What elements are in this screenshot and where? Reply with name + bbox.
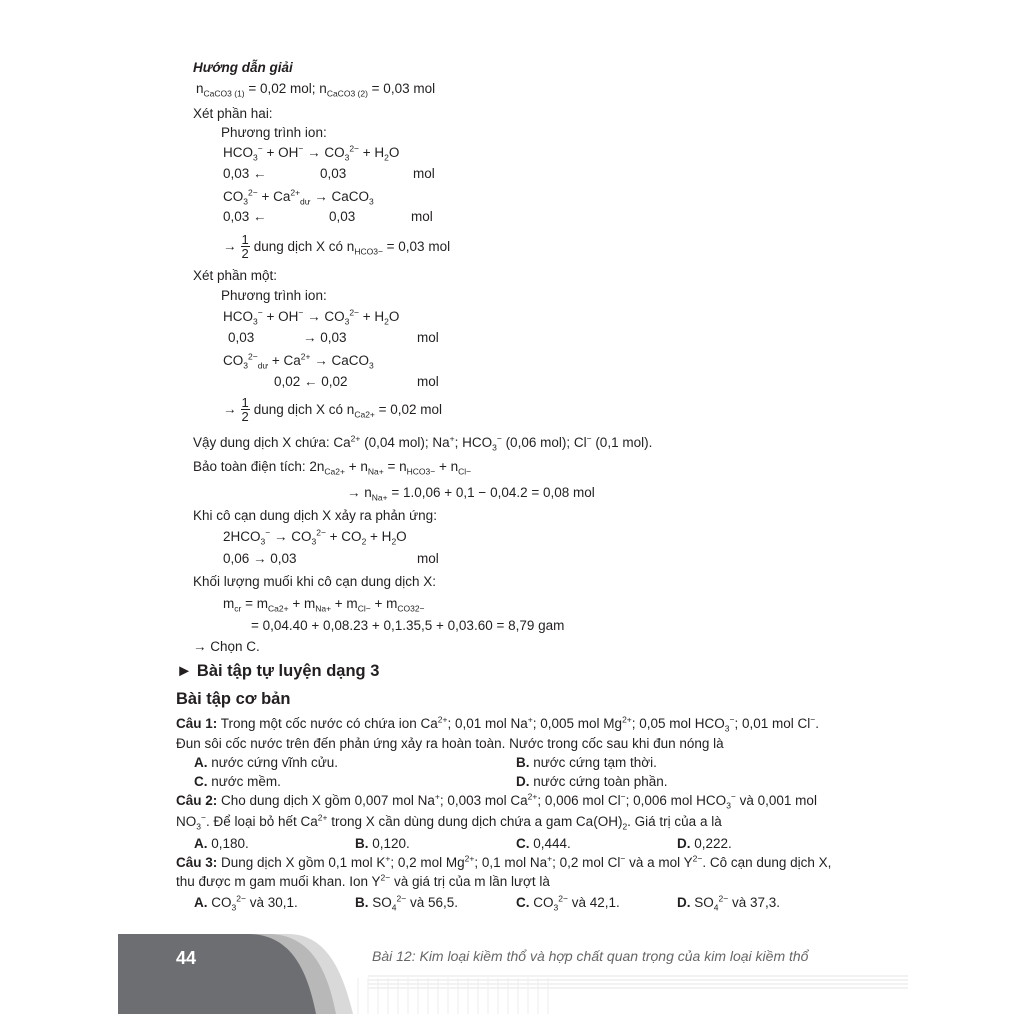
question-2-line-1: Câu 2: Cho dung dịch X gồm 0,007 mol Na+; 0,003 mol $Ca^{2+}$; 0,006 mol Cl−; 0,006 mol $HCO_3^-$ và 0,001 mol: [176, 791, 817, 811]
salt-mass-result: = 0,04.40 + 0,08.23 + 0,1.35,5 + 0,03.60 = 8,79 gam: [251, 618, 565, 633]
part-one-label: Xét phần một:: [193, 268, 278, 283]
question-1-option-a: A. nước cứng vĩnh cửu.: [194, 755, 339, 770]
question-1-option-d: D. nước cứng toàn phần.: [516, 774, 668, 789]
half-solution-line-2: → $\frac{1}{2}$ dung dịch X có $n_{Ca2+} = 0,02$ mol: [223, 395, 443, 424]
ratio-row-2b: 0,03: [329, 209, 356, 224]
question-1-line-2: Đun sôi cốc nước trên đến phản ứng xảy ra hoàn toàn. Nước trong cốc sau khi đun nóng là: [176, 736, 724, 751]
question-1-option-b: B. nước cứng tạm thời.: [516, 755, 657, 770]
charge-balance-line: Bảo toàn điện tích: $2n_{Ca2+} + n_{Na+} = n_{HCO3-} + n_{Cl-}$: [193, 459, 472, 477]
ratio-row-3b: → 0,03: [303, 330, 347, 345]
moles-caco3-line: $n_{CaCO3 (1)} = 0,02$ mol; $n_{CaCO3 (2)} = 0,03$ mol: [196, 81, 436, 99]
equation-1: $HCO_3^- + OH^- \to CO_3^{2-} + H_2O$: [223, 143, 400, 163]
boil-reaction-label: Khi cô cạn dung dịch X xảy ra phản ứng:: [193, 508, 437, 523]
section-title: ► Bài tập tự luyện dạng 3: [176, 662, 380, 680]
question-2-option-d: D. 0,222.: [677, 836, 732, 851]
ratio-row-4c: mol: [417, 374, 439, 389]
solution-x-contents: Vậy dung dịch X chứa: $Ca^{2+}$ (0,04 mol); Na+; $HCO_3^-$ (0,06 mol); Cl− (0,1 mol).: [193, 433, 653, 453]
solution-heading: Hướng dẫn giải: [193, 60, 293, 75]
question-3-option-b: B. $SO_4^{2-}$ và 56,5.: [355, 893, 458, 913]
ion-equation-label-2: Phương trình ion:: [221, 288, 327, 303]
ratio-row-5a: 0,06 → 0,03: [223, 551, 297, 566]
question-2-option-c: C. 0,444.: [516, 836, 571, 851]
equation-3: $HCO_3^- + OH^- \to CO_3^{2-} + H_2O$: [223, 307, 400, 327]
question-3-option-d: D. $SO_4^{2-}$ và 37,3.: [677, 893, 780, 913]
salt-mass-formula: $m_{cr} = m_{Ca2+} + m_{Na+} + m_{Cl-} + m_{CO32-}$: [223, 596, 425, 614]
ion-equation-label: Phương trình ion:: [221, 125, 327, 140]
salt-mass-label: Khối lượng muối khi cô cạn dung dịch X:: [193, 574, 437, 589]
ratio-row-3a: 0,03: [228, 330, 255, 345]
ratio-row-1c: mol: [413, 166, 435, 181]
question-2-option-b: B. 0,120.: [355, 836, 410, 851]
question-1-line-1: Câu 1: Trong một cốc nước có chứa ion $Ca^{2+}$; 0,01 mol Na+; 0,005 mol $Mg^{2+}$; 0,05 mol $HCO_3^-$; 0,01 mol Cl−.: [176, 714, 820, 734]
ratio-row-5c: mol: [417, 551, 439, 566]
question-2-line-2: $NO_3^-$. Để loại bỏ hết $Ca^{2+}$ trong X cần dùng dung dịch chứa a gam $Ca(OH)_2$. Giá trị của a là: [176, 812, 722, 832]
page-number: 44: [176, 948, 197, 968]
ratio-row-2a: 0,03 ←: [223, 209, 267, 224]
ratio-row-2c: mol: [411, 209, 433, 224]
ratio-row-1a: 0,03 ←: [223, 166, 267, 181]
footer-band: [118, 934, 908, 1014]
question-2-option-a: A. 0,180.: [194, 836, 249, 851]
ratio-row-3c: mol: [417, 330, 439, 345]
equation-5: $2HCO_3^- \to CO_3^{2-} + CO_2 + H_2O$: [223, 527, 407, 547]
ratio-row-1b: 0,03: [320, 166, 347, 181]
question-3-option-c: C. $CO_3^{2-}$ và 42,1.: [516, 893, 620, 913]
subsection-title: Bài tập cơ bản: [176, 690, 291, 708]
chapter-title: Bài 12: Kim loại kiềm thổ và hợp chất quan trọng của kim loại kiềm thổ: [372, 948, 809, 964]
half-solution-line-1: → $\frac{1}{2}$ dung dịch X có $n_{HCO3-} = 0,03$ mol: [223, 232, 451, 261]
equation-4: $CO_3^{2-}_{dư} + Ca^{2+}$ → CaCO$_3$: [223, 351, 374, 371]
question-3-line-2: thu được m gam muối khan. Ion $Y^{2-}$ và giá trị của m lần lượt là: [176, 872, 550, 889]
part-two-label: Xét phần hai:: [193, 106, 273, 121]
ratio-row-4a: 0,02 ← 0,02: [274, 374, 348, 389]
equation-2: $CO_3^{2-} + Ca^{2+}_{dư}$ → CaCO$_3$: [223, 187, 374, 207]
question-3-line-1: Câu 3: Dung dịch X gồm 0,1 mol K+; 0,2 mol $Mg^{2+}$; 0,1 mol Na+; 0,2 mol Cl− và a mol $Y^{2-}$. Cô cạn dung dịch X,: [176, 853, 832, 870]
answer-choice: → Chọn C.: [193, 639, 260, 654]
charge-balance-result: → $n_{Na+} = 1.0,06 + 0,1 - 0,04.2 = 0,08$ mol: [347, 485, 595, 503]
question-3-option-a: A. $CO_3^{2-}$ và 30,1.: [194, 893, 298, 913]
question-1-option-c: C. nước mềm.: [194, 774, 281, 789]
